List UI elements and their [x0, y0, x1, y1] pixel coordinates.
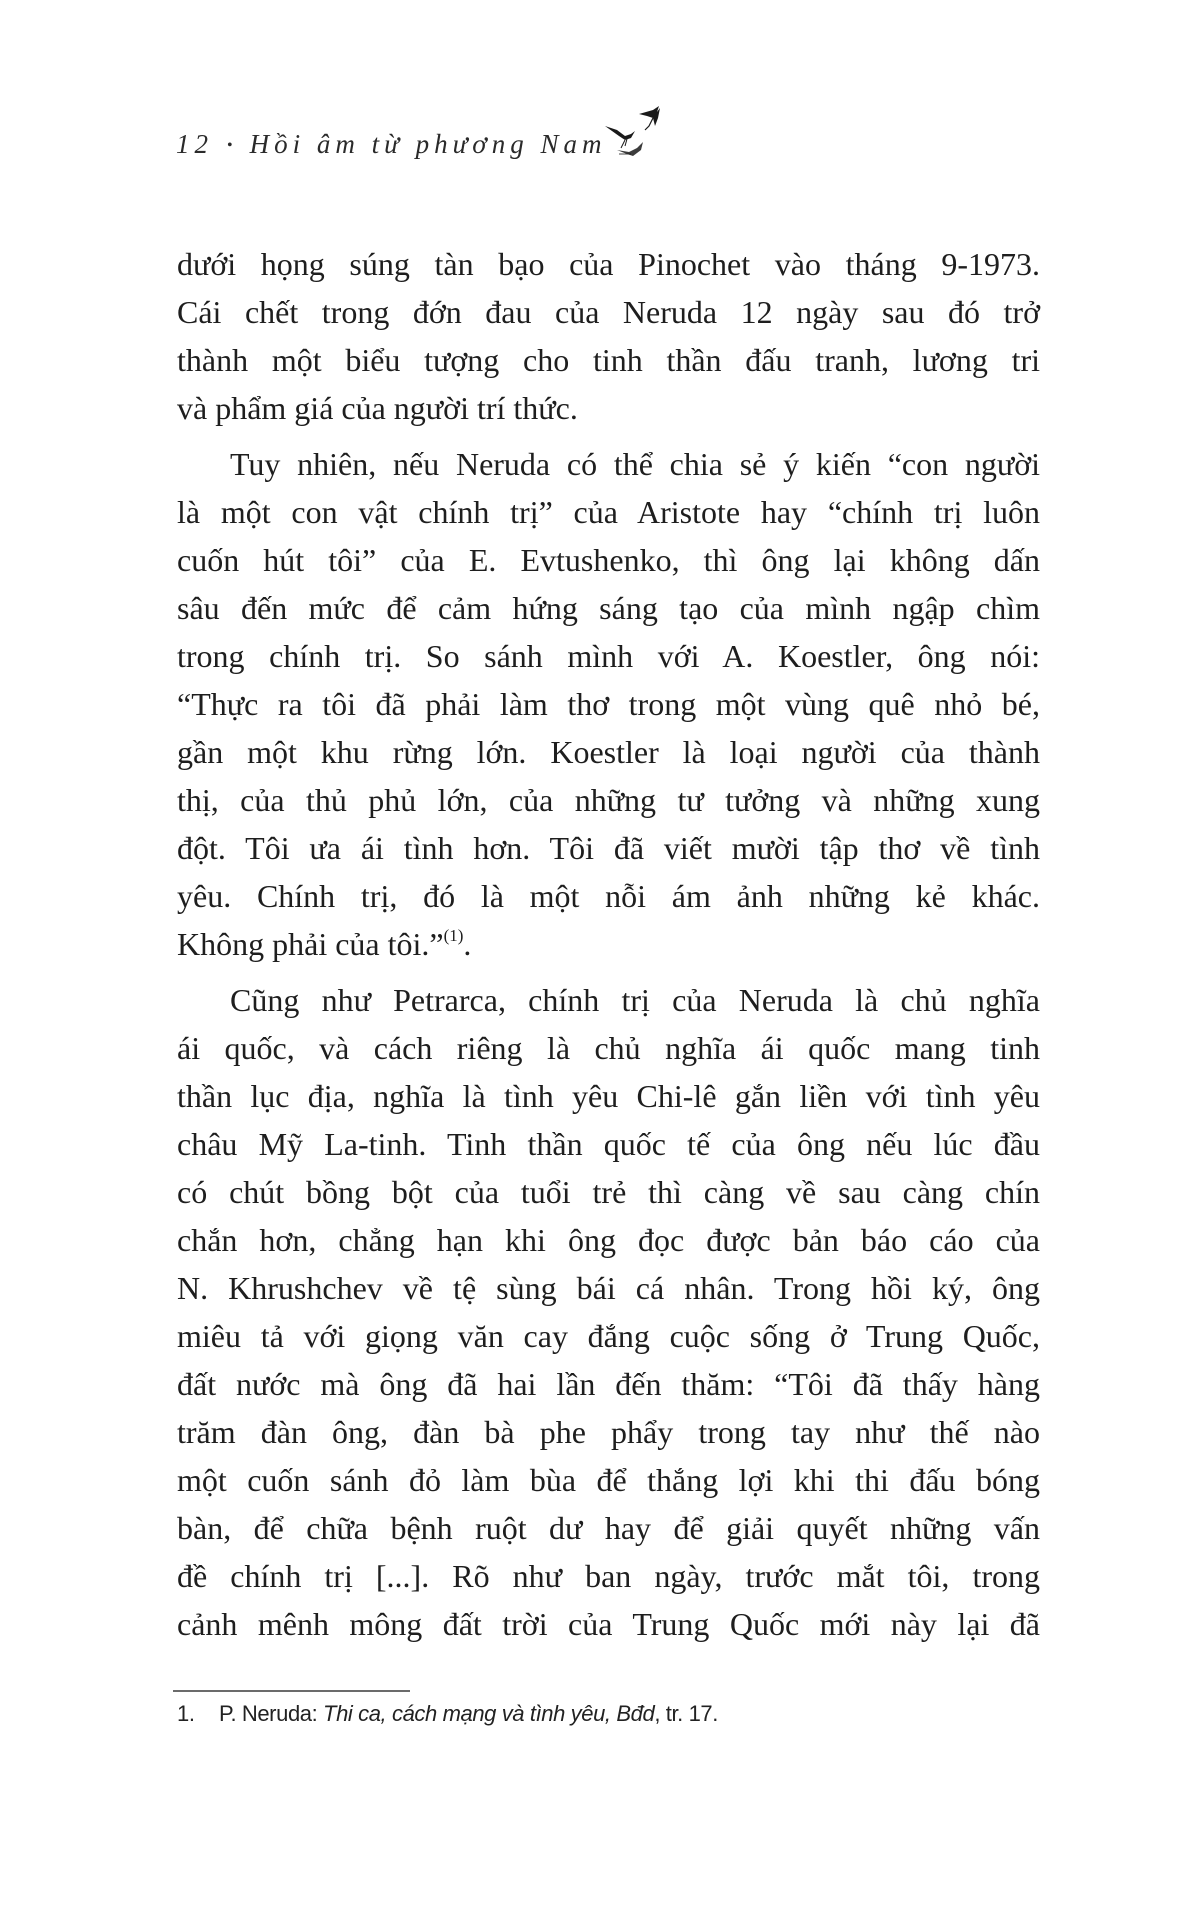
running-head — [176, 127, 606, 161]
text-line: và phẩm giá của người trí thức. — [177, 390, 578, 426]
paragraph-1 — [177, 240, 1040, 432]
text-line: đề chính trị [...]. Rõ như ban ngày, trước mắt tôi, trong — [177, 1558, 1040, 1594]
text-line: ái quốc, và cách riêng là chủ nghĩa ái quốc mang tinh — [177, 1030, 1040, 1066]
text-line: Tuy nhiên, nếu Neruda có thể chia sẻ ý kiến “con người — [230, 446, 1040, 482]
paragraph-3 — [177, 976, 1040, 1648]
birds-icon — [603, 104, 663, 158]
text-line: một cuốn sánh đỏ làm bùa để thắng lợi khi thi đấu bóng — [177, 1462, 1040, 1498]
text-line: là một con vật chính trị” của Aristote hay “chính trị luôn — [177, 494, 1040, 530]
text-line: N. Khrushchev về tệ sùng bái cá nhân. Trong hồi ký, ông — [177, 1270, 1040, 1306]
text-line: trong chính trị. So sánh mình với A. Koestler, ông nói: — [177, 638, 1040, 674]
footnote-reference[interactable]: (1) — [443, 926, 464, 945]
footnote-1 — [177, 1699, 718, 1729]
text-line: miêu tả với giọng văn cay đắng cuộc sống ở Trung Quốc, — [177, 1318, 1040, 1354]
page-number: 12 — [176, 129, 213, 159]
footnote-title: Thi ca, cách mạng và tình yêu, Bđd — [323, 1701, 655, 1726]
text-line: “Thực ra tôi đã phải làm thơ trong một vùng quê nhỏ bé, — [177, 686, 1040, 722]
text-line: thị, của thủ phủ lớn, của những tư tưởng và những xung — [177, 782, 1040, 818]
text-line: cảnh mênh mông đất trời của Trung Quốc mới này lại đã — [177, 1606, 1040, 1642]
book-title: Hồi âm từ phương Nam — [249, 129, 607, 159]
text-line: cuốn hút tôi” của E. Evtushenko, thì ông lại không dấn — [177, 542, 1040, 578]
text-line: châu Mỹ La-tinh. Tinh thần quốc tế của ông nếu lúc đầu — [177, 1126, 1040, 1162]
paragraph-2 — [177, 440, 1040, 968]
text-line: Cái chết trong đớn đau của Neruda 12 ngày sau đó trở — [177, 294, 1040, 330]
text-line: chắn hơn, chẳng hạn khi ông đọc được bản báo cáo của — [177, 1222, 1040, 1258]
trailing-period: . — [463, 926, 472, 962]
footnote-number: 1. — [177, 1701, 195, 1726]
text-line: bàn, để chữa bệnh ruột dư hay để giải quyết những vấn — [177, 1510, 1040, 1546]
separator-bullet: • — [227, 137, 238, 154]
text-line-with-footnote — [177, 920, 1040, 968]
footnote-page: , tr. 17. — [654, 1701, 718, 1726]
text-line: thần lục địa, nghĩa là tình yêu Chi-lê gắn liền với tình yêu — [177, 1078, 1040, 1114]
text-line: thành một biểu tượng cho tinh thần đấu tranh, lương tri — [177, 342, 1040, 378]
text-line: đột. Tôi ưa ái tình hơn. Tôi đã viết mười tập thơ về tình — [177, 830, 1040, 866]
text-line: sâu đến mức để cảm hứng sáng tạo của mình ngập chìm — [177, 590, 1040, 626]
text-line: yêu. Chính trị, đó là một nỗi ám ảnh những kẻ khác. — [177, 878, 1040, 914]
text-line: gần một khu rừng lớn. Koestler là loại người của thành — [177, 734, 1040, 770]
text-line: trăm đàn ông, đàn bà phe phẩy trong tay như thế nào — [177, 1414, 1040, 1450]
text-line: Không phải của tôi.” — [177, 926, 444, 962]
body-text — [177, 240, 1040, 1656]
text-line: Cũng như Petrarca, chính trị của Neruda là chủ nghĩa — [230, 982, 1040, 1018]
footnote-divider — [173, 1690, 410, 1692]
footnote-author: P. Neruda: — [219, 1701, 324, 1726]
text-line: đất nước mà ông đã hai lần đến thăm: “Tôi đã thấy hàng — [177, 1366, 1040, 1402]
text-line: có chút bồng bột của tuổi trẻ thì càng về sau càng chín — [177, 1174, 1040, 1210]
text-line: dưới họng súng tàn bạo của Pinochet vào tháng 9-1973. — [177, 246, 1040, 282]
